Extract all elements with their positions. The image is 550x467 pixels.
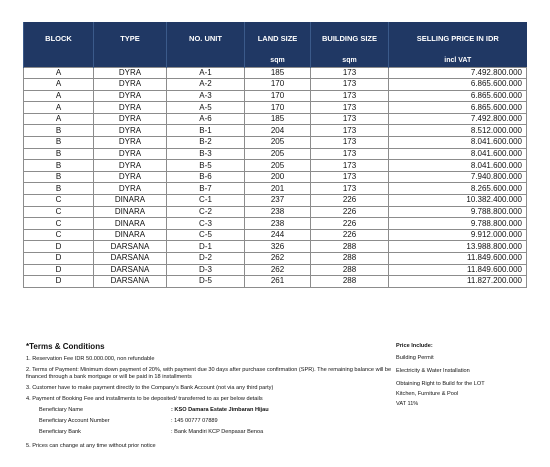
cell-type: DYRA <box>94 125 167 137</box>
header-building-size: BUILDING SIZE <box>311 22 389 55</box>
header-block: BLOCK <box>24 22 94 55</box>
cell-block: A <box>24 113 94 125</box>
table-row <box>24 90 527 102</box>
cell-price: 9.788.800.000 <box>389 206 527 218</box>
cell-land-size: 185 <box>245 113 311 125</box>
cell-price: 9.788.800.000 <box>389 218 527 230</box>
beneficiary-name-label: Beneficiary Name <box>39 407 84 413</box>
table-row <box>24 160 527 172</box>
header-land-size: LAND SIZE <box>245 22 311 55</box>
cell-type: DYRA <box>94 160 167 172</box>
cell-price: 11.849.600.000 <box>389 264 527 276</box>
cell-land-size: 170 <box>245 79 311 91</box>
table-row <box>24 218 527 230</box>
cell-building-size: 173 <box>311 67 389 79</box>
cell-block: B <box>24 125 94 137</box>
table-header-row <box>24 22 527 55</box>
cell-unit: B-6 <box>167 171 245 183</box>
cell-price: 8.265.600.000 <box>389 183 527 195</box>
cell-land-size: 170 <box>245 102 311 114</box>
subheader-no-unit <box>167 55 245 67</box>
cell-price: 10.382.400.000 <box>389 195 527 207</box>
cell-building-size: 288 <box>311 253 389 265</box>
cell-unit: A-5 <box>167 102 245 114</box>
cell-unit: C-5 <box>167 229 245 241</box>
cell-building-size: 226 <box>311 229 389 241</box>
price-include-item: Electricity & Water Installation <box>396 368 470 374</box>
cell-block: A <box>24 102 94 114</box>
table-row <box>24 195 527 207</box>
cell-price: 8.512.000.000 <box>389 125 527 137</box>
cell-building-size: 288 <box>311 276 389 288</box>
cell-price: 7.940.800.000 <box>389 171 527 183</box>
cell-land-size: 205 <box>245 137 311 149</box>
cell-type: DYRA <box>94 90 167 102</box>
cell-building-size: 288 <box>311 264 389 276</box>
cell-land-size: 238 <box>245 218 311 230</box>
cell-building-size: 226 <box>311 206 389 218</box>
cell-price: 8.041.600.000 <box>389 160 527 172</box>
header-selling-price: SELLING PRICE IN IDR <box>389 22 527 55</box>
terms-section <box>26 343 396 454</box>
subheader-price-note: incl VAT <box>389 55 527 67</box>
cell-unit: A-2 <box>167 79 245 91</box>
cell-building-size: 173 <box>311 171 389 183</box>
cell-building-size: 173 <box>311 102 389 114</box>
cell-unit: B-3 <box>167 148 245 160</box>
price-include-section <box>396 343 536 414</box>
cell-type: DYRA <box>94 183 167 195</box>
cell-land-size: 170 <box>245 90 311 102</box>
cell-unit: D-3 <box>167 264 245 276</box>
cell-unit: B-2 <box>167 137 245 149</box>
cell-unit: D-1 <box>167 241 245 253</box>
cell-unit: C-2 <box>167 206 245 218</box>
table-row <box>24 241 527 253</box>
cell-building-size: 173 <box>311 148 389 160</box>
cell-price: 7.492.800.000 <box>389 113 527 125</box>
cell-type: DYRA <box>94 113 167 125</box>
table-row <box>24 79 527 91</box>
beneficiary-details <box>39 407 396 436</box>
cell-block: B <box>24 171 94 183</box>
beneficiary-account-value: : 145 00777 07889 <box>171 418 218 424</box>
table-row <box>24 137 527 149</box>
cell-unit: D-5 <box>167 276 245 288</box>
beneficiary-account-label: Beneficiary Account Number <box>39 418 110 424</box>
cell-unit: A-3 <box>167 90 245 102</box>
cell-unit: C-1 <box>167 195 245 207</box>
cell-block: D <box>24 253 94 265</box>
price-include-item: Kitchen, Furniture & Pool <box>396 391 459 397</box>
cell-block: C <box>24 229 94 241</box>
cell-land-size: 205 <box>245 148 311 160</box>
subheader-block <box>24 55 94 67</box>
cell-block: D <box>24 276 94 288</box>
terms-item-2: 2. Terms of Payment: Minimum down payment of 20%, with payment due 30 days after purchase confirmation (SPR). The remaining balance will be financed through a bank mortgage or will be paid in 18 installments <box>26 367 392 380</box>
cell-price: 8.041.600.000 <box>389 137 527 149</box>
cell-unit: A-1 <box>167 67 245 79</box>
cell-block: A <box>24 79 94 91</box>
cell-type: DINARA <box>94 195 167 207</box>
cell-land-size: 326 <box>245 241 311 253</box>
beneficiary-bank-value: : Bank Mandiri KCP Denpasar Benoa <box>171 429 264 435</box>
cell-type: DINARA <box>94 218 167 230</box>
cell-unit: B-5 <box>167 160 245 172</box>
table-row <box>24 183 527 195</box>
cell-unit: B-1 <box>167 125 245 137</box>
cell-land-size: 262 <box>245 253 311 265</box>
cell-land-size: 205 <box>245 160 311 172</box>
cell-price: 6.865.600.000 <box>389 90 527 102</box>
beneficiary-bank-label: Beneficiary Bank <box>39 429 81 435</box>
table-row <box>24 171 527 183</box>
cell-building-size: 173 <box>311 90 389 102</box>
cell-block: C <box>24 206 94 218</box>
cell-block: C <box>24 195 94 207</box>
cell-land-size: 237 <box>245 195 311 207</box>
cell-block: D <box>24 264 94 276</box>
cell-land-size: 204 <box>245 125 311 137</box>
cell-type: DYRA <box>94 137 167 149</box>
table-row <box>24 113 527 125</box>
cell-type: DYRA <box>94 171 167 183</box>
cell-building-size: 226 <box>311 195 389 207</box>
cell-building-size: 173 <box>311 160 389 172</box>
cell-unit: C-3 <box>167 218 245 230</box>
cell-block: B <box>24 183 94 195</box>
table-subheader-row <box>24 55 527 67</box>
cell-block: B <box>24 137 94 149</box>
cell-price: 6.865.600.000 <box>389 79 527 91</box>
cell-land-size: 238 <box>245 206 311 218</box>
cell-block: D <box>24 241 94 253</box>
terms-title: *Terms & Conditions <box>26 342 105 351</box>
subheader-type <box>94 55 167 67</box>
cell-price: 9.912.000.000 <box>389 229 527 241</box>
table-row <box>24 264 527 276</box>
cell-land-size: 185 <box>245 67 311 79</box>
cell-land-size: 262 <box>245 264 311 276</box>
subheader-land-unit: sqm <box>245 55 311 67</box>
terms-item-5: 5. Prices can change at any time without prior notice <box>26 443 156 449</box>
subheader-building-unit: sqm <box>311 55 389 67</box>
cell-block: C <box>24 218 94 230</box>
cell-block: A <box>24 67 94 79</box>
cell-price: 8.041.600.000 <box>389 148 527 160</box>
cell-building-size: 173 <box>311 183 389 195</box>
terms-item-4: 4. Payment of Booking Fee and installments to be deposited/ transferred to as per below details <box>26 396 263 402</box>
header-type: TYPE <box>94 22 167 55</box>
cell-building-size: 173 <box>311 113 389 125</box>
cell-type: DARSANA <box>94 276 167 288</box>
table-row <box>24 67 527 79</box>
cell-type: DINARA <box>94 206 167 218</box>
table-row <box>24 102 527 114</box>
price-include-item: Obtaining Right to Build for the LOT <box>396 381 485 387</box>
price-list-table <box>23 22 527 288</box>
cell-unit: A-6 <box>167 113 245 125</box>
beneficiary-name-value: : KSO Damara Estate Jimbaran Hijau <box>171 407 269 413</box>
cell-price: 13.988.800.000 <box>389 241 527 253</box>
cell-building-size: 173 <box>311 79 389 91</box>
cell-type: DINARA <box>94 229 167 241</box>
cell-type: DYRA <box>94 79 167 91</box>
cell-price: 7.492.800.000 <box>389 67 527 79</box>
cell-building-size: 226 <box>311 218 389 230</box>
terms-item-1: 1. Reservation Fee IDR 50.000.000, non refundable <box>26 356 155 362</box>
price-include-item: VAT 11% <box>396 401 419 407</box>
table-body <box>24 67 527 287</box>
cell-type: DYRA <box>94 102 167 114</box>
cell-land-size: 200 <box>245 171 311 183</box>
cell-price: 11.827.200.000 <box>389 276 527 288</box>
table-row <box>24 206 527 218</box>
cell-price: 11.849.600.000 <box>389 253 527 265</box>
cell-unit: B-7 <box>167 183 245 195</box>
cell-block: A <box>24 90 94 102</box>
price-include-item: Building Permit <box>396 355 434 361</box>
header-no-unit: NO. UNIT <box>167 22 245 55</box>
cell-type: DYRA <box>94 148 167 160</box>
table-row <box>24 229 527 241</box>
table-row <box>24 125 527 137</box>
cell-block: B <box>24 148 94 160</box>
cell-block: B <box>24 160 94 172</box>
cell-price: 6.865.600.000 <box>389 102 527 114</box>
cell-building-size: 173 <box>311 137 389 149</box>
cell-land-size: 244 <box>245 229 311 241</box>
cell-type: DARSANA <box>94 253 167 265</box>
cell-type: DYRA <box>94 67 167 79</box>
cell-land-size: 201 <box>245 183 311 195</box>
table-row <box>24 276 527 288</box>
cell-land-size: 261 <box>245 276 311 288</box>
table-row <box>24 148 527 160</box>
cell-type: DARSANA <box>94 241 167 253</box>
cell-building-size: 173 <box>311 125 389 137</box>
terms-item-3: 3. Customer have to make payment directly to the Company's Bank Account (not via any third party) <box>26 385 274 391</box>
price-include-title: Price Include: <box>396 343 433 349</box>
table-row <box>24 253 527 265</box>
cell-type: DARSANA <box>94 264 167 276</box>
cell-building-size: 288 <box>311 241 389 253</box>
cell-unit: D-2 <box>167 253 245 265</box>
